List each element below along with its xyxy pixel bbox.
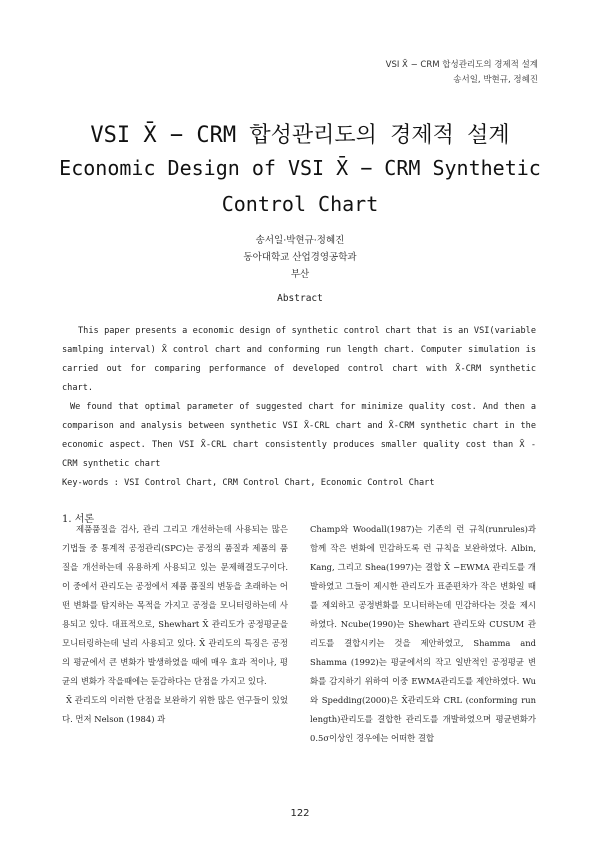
section-heading: 1. 서론 [62,514,95,525]
keywords: Key-words : VSI Control Chart, CRM Control Chart, Economic Control Chart [62,478,435,488]
running-header-authors: 송서일, 박현규, 정혜진 [453,75,538,85]
intro-paragraph-1: 제품품질을 검사, 관리 그리고 개선하는데 사용되는 많은 기법들 중 통계적 공정관리(SPC)는 공정의 품질과 제품의 품질을 개선하는데 유용하게 사용되고 있는 문제해결도구이다. 이 중에서 관리도는 공정에서 제품 품질의 변동을 초래하는 어떤 변화를 탐지하는 목적을 가지고 공정을 모니터링하는데 사용되고 있다. 대표적으로, Shewhart X̄ 관리도가 공정평균을 모니터링하는데 널리 사용되고 있다. X̄ 관리도의 특징은 공정의 평균에서 큰 변화가 발생하였을 때에 매우 효과 적이나, 평균의 변화가 작을때에는 둔감하다는 단점을 가지고 있다. [62,524,288,686]
abstract-heading: Abstract [277,293,323,304]
author-affiliation: 동아대학교 산업경영공학과 [243,252,357,263]
right-column [310,520,536,748]
abstract-paragraph-1: This paper presents a economic design of synthetic control chart that is an VSI(variable samlping interval) X̄ control chart and conforming run length chart. Computer simulation is carried out for comparing performance of developed control chart with X̄-CRM synthetic chart. [62,326,536,393]
title-korean: VSI X̄ − CRM 합성관리도의 경제적 설계 [90,123,510,148]
title-english-line2: Control Chart [221,192,379,216]
left-column [62,520,288,729]
page-number: 122 [290,808,310,819]
title-english-line1: Economic Design of VSI X̄ − CRM Synthetic [59,156,541,180]
running-header-title: VSI X̄ − CRM 합성관리도의 경제적 설계 [385,60,538,70]
intro-paragraph-3: Champ와 Woodall(1987)는 기존의 런 규칙(runrules)과 함께 작은 변화에 민감하도록 런 규칙을 보완하였다. Albin, Kang, 그리고 Shea(1997)는 결합 X̄ −EWMA 관리도를 개발하였고 그들이 제시한 관리도가 표준편차가 작은 변화일 때를 제외하고 공정변화를 모니터하는데 민감하다는 것을 제시하였다. Ncube(1990)는 Shewhart 관리도와 CUSUM 관리도를 결합시키는 것을 제안하였고, Shamma and Shamma (1992)는 평균에서의 작고 일반적인 공정평균 변화를 감지하기 위하여 이중 EWMA관리도를 제안하였다. Wu 와 Spedding(2000)은 X̄관리도와 CRL (conforming run length)관리도를 결합한 관리도를 개발하였으며 평균변화가 0.5σ이상인 경우에는 어떠한 결합 [310,524,536,743]
intro-paragraph-2: X̄ 관리도의 이러한 단점을 보완하기 위한 많은 연구들이 있었다. 먼저 Nelson (1984) 과 [62,695,288,724]
author-names: 송서일·박현규·정혜진 [255,235,345,246]
author-city: 부산 [290,269,310,280]
abstract-paragraph-2: We found that optimal parameter of suggested chart for minimize quality cost. And then a comparison and analysis between synthetic VSI X̄-CRL chart and X̄-CRM synthetic chart in the economic aspect. Then VSI X̄-CRL chart consistently produces smaller quality cost than X̄ -CRM synthetic chart [62,402,536,469]
